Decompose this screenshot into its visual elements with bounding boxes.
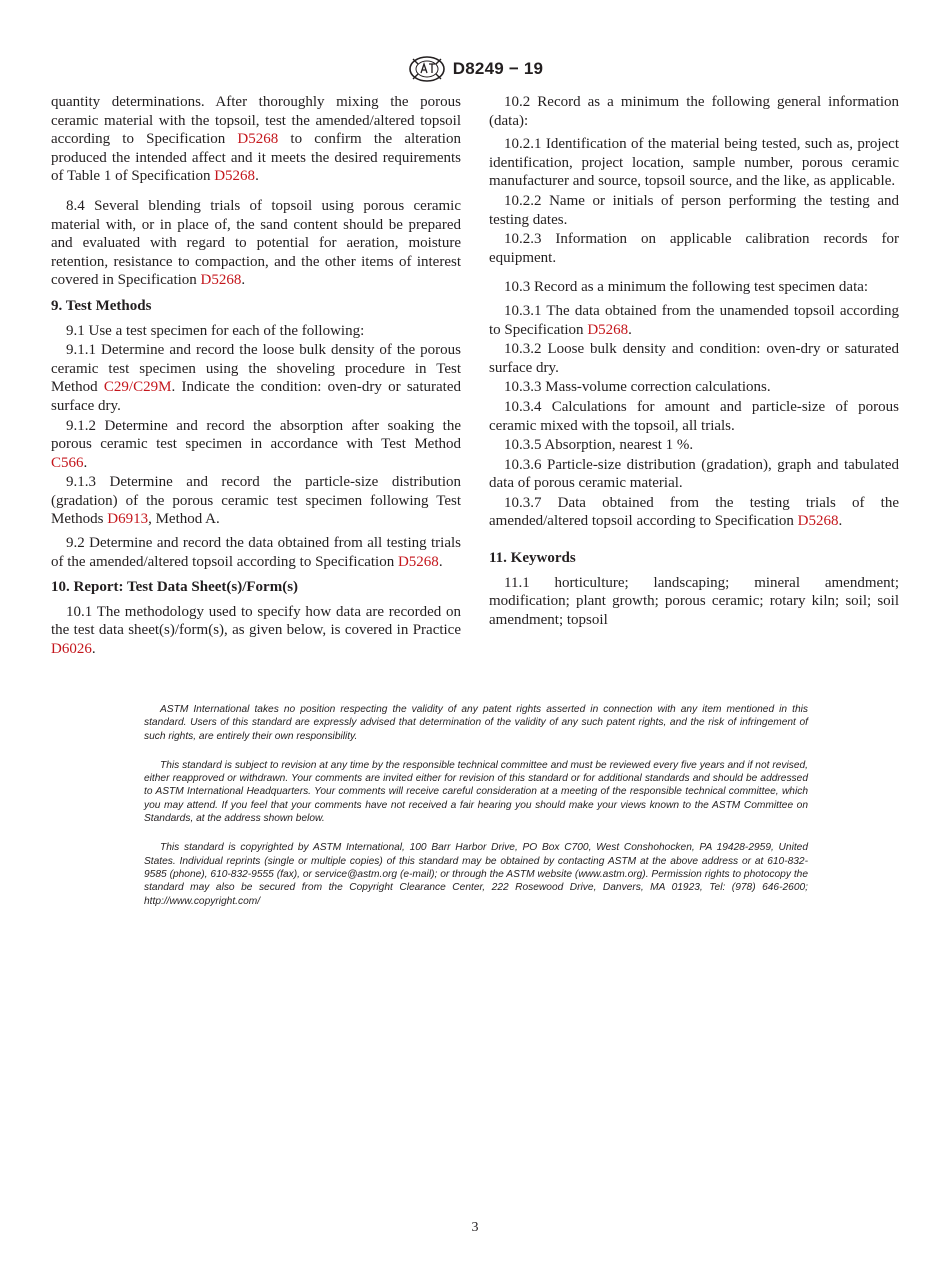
paragraph-10-3-1: 10.3.1 The data obtained from the unamended topsoil according to Specification D5268. — [489, 302, 899, 338]
paragraph-10-3-2: 10.3.2 Loose bulk density and condition: oven-dry or saturated surface dry. — [489, 341, 899, 376]
legal-footer — [144, 703, 808, 924]
paragraph-9-1-3: 9.1.3 Determine and record the particle-size distribution (gradation) of the porous ceramic test specimen following Test Methods D6913, Method A. — [51, 474, 461, 528]
paragraph-10-2-2: 10.2.2 Name or initials of person performing the testing and testing dates. — [489, 192, 899, 228]
paragraph-10-2-1: 10.2.1 Identification of the material being tested, such as, project identification, project location, sample number, porous ceramic manufacturer and source, topsoil source, and the like, as applicable. — [489, 136, 899, 190]
paragraph-9-2: 9.2 Determine and record the data obtained from all testing trials of the amended/altered topsoil according to Specification D5268. — [51, 535, 461, 570]
paragraph-10-3-3: 10.3.3 Mass-volume correction calculations. — [504, 379, 771, 396]
page-number: 3 — [471, 1220, 479, 1235]
page-header — [0, 54, 950, 84]
left-column — [51, 93, 461, 664]
ref-link-d5268[interactable]: D5268 — [214, 168, 256, 185]
section-heading-11: 11. Keywords — [489, 550, 576, 567]
paragraph-10-3-4: 10.3.4 Calculations for amount and particle-size of porous ceramic mixed with the topsoil, all trials. — [489, 398, 899, 434]
paragraph-8-4: 8.4 Several blending trials of topsoil using porous ceramic material with, or in place of, the sand content should be prepared and evaluated with regard to potential for aeration, moisture retention, resistance to compaction, and the other items of interest covered in Specification D5268. — [51, 197, 461, 289]
ref-link-c566[interactable]: C566 — [51, 454, 84, 471]
paragraph-10-1: 10.1 The methodology used to specify how data are recorded on the test data sheet(s)/form(s), as given below, is covered in Practice D6026. — [51, 603, 461, 658]
footer-copyright-notice: This standard is copyrighted by ASTM International, 100 Barr Harbor Drive, PO Box C700, West Conshohocken, PA 19428-2959, United States. Individual reprints (single or multiple copies) of this standard may be obtained by contacting ASTM at the above address or at 610-832-9585 (phone), 610-832-9555 (fax), or service@astm.org (e-mail); or through the ASTM website (www.astm.org). Permission rights to photocopy the standard may also be secured from the Copyright Clearance Center, 222 Rosewood Drive, Danvers, MA 01923, Tel: (978) 646-2600; http://www.copyright.com/ — [144, 842, 808, 907]
paragraph-11-1: 11.1 horticulture; landscaping; mineral amendment; modification; plant growth; porous ceramic; rotary kiln; soil; soil amendment; topsoil — [489, 574, 899, 628]
paragraph-9-1: 9.1 Use a test specimen for each of the following: — [66, 322, 365, 339]
paragraph-10-3-7: 10.3.7 Data obtained from the testing trials of the amended/altered topsoil according to Specification D5268. — [489, 494, 899, 530]
section-heading-10: 10. Report: Test Data Sheet(s)/Form(s) — [51, 579, 299, 596]
section-heading-9: 9. Test Methods — [51, 297, 152, 314]
footer-revision-notice: This standard is subject to revision at any time by the responsible technical committee and must be reviewed every five years and if not revised, either reapproved or withdrawn. Your comments are invited either for revision of this standard or for additional standards and should be addressed to ASTM International Headquarters. Your comments will receive careful consideration at a meeting of the responsible technical committee, which you may attend. If you feel that your comments have not received a fair hearing you should make your views known to the ASTM Committee on Standards, at the address shown below. — [144, 759, 808, 825]
ref-link-d6913[interactable]: D6913 — [107, 511, 149, 528]
paragraph-10-2: 10.2 Record as a minimum the following general information (data): — [489, 94, 899, 129]
paragraph-9-1-2: 9.1.2 Determine and record the absorption after soaking the porous ceramic test specimen in accordance with Test Method C566. — [51, 417, 461, 471]
paragraph-10-3-6: 10.3.6 Particle-size distribution (gradation), graph and tabulated data of porous ceramic material. — [489, 456, 899, 492]
ref-link-c29[interactable]: C29/C29M — [103, 379, 172, 396]
paragraph-10-3: 10.3 Record as a minimum the following test specimen data: — [504, 279, 869, 296]
ref-link-d5268[interactable]: D5268 — [200, 272, 242, 289]
ref-link-d5268[interactable]: D5268 — [797, 513, 839, 530]
footer-patent-notice: ASTM International takes no position respecting the validity of any patent rights asserted in connection with any item mentioned in this standard. Users of this standard are expressly advised that determination of the validity of any such patent rights, and the risk of infringement of such rights, are entirely their own responsibility. — [144, 704, 808, 742]
astm-logo-icon — [407, 55, 447, 83]
paragraph-10-2-3: 10.2.3 Information on applicable calibration records for equipment. — [489, 231, 899, 266]
ref-link-d5268[interactable]: D5268 — [397, 553, 439, 570]
ref-link-d6026[interactable]: D6026 — [51, 641, 92, 658]
paragraph-10-3-5: 10.3.5 Absorption, nearest 1 %. — [504, 437, 694, 454]
paragraph: quantity determinations. After thoroughly mixing the porous ceramic material with the topsoil, test the amended/altered topsoil according to Specification D5268 to confirm the alteration produced the intended affect and it meets the desired requirements of Table 1 of Specification D5268. — [51, 94, 461, 185]
ref-link-d5268[interactable]: D5268 — [587, 321, 629, 338]
standard-designation: D8249 − 19 — [452, 59, 544, 78]
right-column — [489, 93, 899, 634]
ref-link-d5268[interactable]: D5268 — [237, 131, 279, 148]
paragraph-9-1-1: 9.1.1 Determine and record the loose bulk density of the porous ceramic test specimen using the shoveling procedure in Test Method C29/C29M. Indicate the condition: oven-dry or saturated surface dry. — [51, 342, 461, 414]
